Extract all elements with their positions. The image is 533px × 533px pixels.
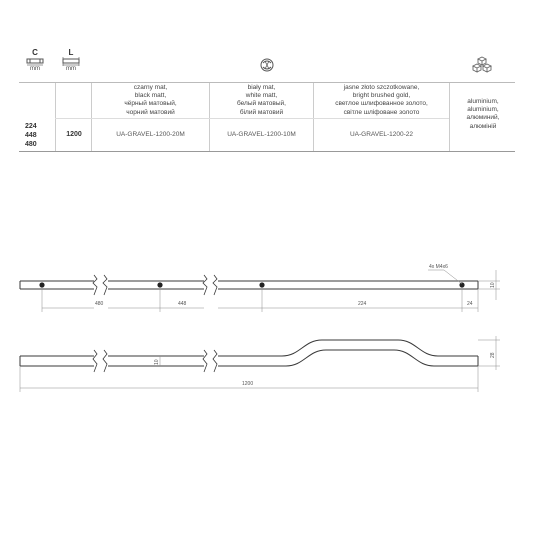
handle-top-outline: [20, 281, 478, 289]
finish-line: светлое шлифованное золото,: [335, 100, 428, 108]
finish-line: black matt,: [134, 92, 167, 100]
hole-note-text: 4x M4x6: [429, 264, 448, 270]
product-code-black: UA-GRAVEL-1200-20M: [116, 131, 185, 138]
mounting-hole: [157, 282, 162, 287]
mounting-hole: [39, 282, 44, 287]
column-l-letter: L: [68, 48, 74, 57]
finish-line: white matt,: [245, 92, 278, 100]
product-code-gold: UA-GRAVEL-1200-22: [349, 131, 414, 138]
material-line: алюміній: [469, 122, 497, 130]
product-code-white: UA-GRAVEL-1200-10M: [227, 131, 296, 138]
material-line: aluminium,: [467, 98, 499, 105]
break-marks-top: [93, 275, 217, 295]
dimension-448: 448: [178, 301, 187, 307]
material-line: алюминий,: [466, 114, 500, 122]
finish-line: bright brushed gold,: [352, 92, 411, 100]
mounting-hole: [459, 282, 464, 287]
finish-line: czarny mat,: [133, 84, 168, 91]
dimension-height-mid: 10: [154, 359, 160, 365]
hole-note-leader: [444, 270, 462, 284]
finish-line: чёрный матовый,: [124, 100, 177, 108]
finish-line: світле шліфоване золото: [343, 108, 420, 116]
handle-side-outline: [20, 340, 478, 366]
finish-line: белый матовый,: [237, 100, 286, 108]
dimension-height-right: 28: [490, 352, 496, 358]
dimension-480: 480: [95, 301, 104, 307]
size-value: 448: [25, 132, 37, 139]
dimension-height-top: 10: [490, 282, 496, 288]
side-view: [20, 336, 500, 392]
side-dimension-lines: [20, 336, 500, 392]
mounting-hole: [259, 282, 264, 287]
finish-line: jasne złoto szczotkowane,: [343, 84, 420, 91]
finish-line: чорний матовий: [126, 108, 175, 116]
material-line: aluminium,: [467, 106, 499, 114]
top-view: [20, 264, 500, 312]
column-l-unit: mm: [66, 66, 76, 72]
finish-line: білий матовий: [239, 108, 284, 116]
dimension-24: 24: [467, 301, 473, 307]
size-value: 224: [25, 123, 37, 130]
top-dimension-lines: [42, 270, 500, 312]
length-value: 1200: [66, 131, 82, 138]
column-c-unit: mm: [30, 66, 40, 72]
dimension-224: 224: [358, 301, 367, 307]
dimension-overall: 1200: [242, 381, 254, 387]
column-c-letter: C: [32, 48, 38, 57]
finish-line: biały mat,: [247, 84, 276, 91]
size-value: 480: [25, 141, 37, 148]
